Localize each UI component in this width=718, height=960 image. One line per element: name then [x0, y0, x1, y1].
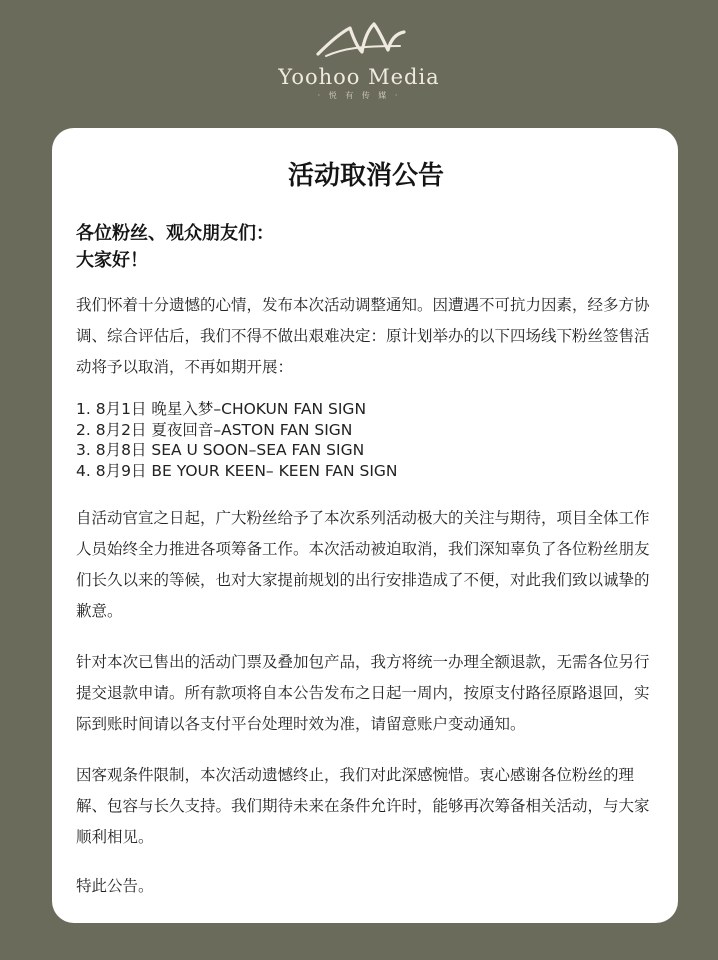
cancelled-events-list	[76, 399, 656, 481]
event-item-4: 4. 8月9日 BE YOUR KEEN– KEEN FAN SIGN	[76, 461, 398, 480]
paragraph-thanks: 因客观条件限制，本次活动遗憾终止，我们对此深感惋惜。衷心感谢各位粉丝的理解、包容与长久支持。我们期待未来在条件允许时，能够再次筹备相关活动，与大家顺利相见。	[76, 766, 650, 846]
event-item-2: 2. 8月2日 夏夜回音–ASTON FAN SIGN	[76, 420, 353, 439]
paragraph-refund: 针对本次已售出的活动门票及叠加包产品，我方将统一办理全额退款，无需各位另行提交退款申请。所有款项将自本公告发布之日起一周内，按原支付路径原路退回，实际到账时间请以各支付平台处理时效为准，请留意账户变动通知。	[76, 653, 650, 733]
notice-card	[52, 128, 678, 923]
paragraph-apology: 自活动官宣之日起，广大粉丝给予了本次系列活动极大的关注与期待，项目全体工作人员始终全力推进各项筹备工作。本次活动被迫取消，我们深知辜负了各位粉丝朋友们长久以来的等候，也对大家提前规划的出行安排造成了不便，对此我们致以诚挚的歉意。	[76, 509, 650, 620]
event-item-3: 3. 8月8日 SEA U SOON–SEA FAN SIGN	[76, 441, 365, 459]
mountain-wave-logo-icon	[304, 12, 414, 64]
paragraph-announcement: 我们怀着十分遗憾的心情，发布本次活动调整通知。因遭遇不可抗力因素，经多方协调、综合评估后，我们不得不做出艰难决定：原计划举办的以下四场线下粉丝签售活动将予以取消，不再如期开展：	[76, 296, 650, 376]
company-logo	[0, 12, 718, 101]
greeting-line-1: 各位粉丝、观众朋友们：	[76, 223, 274, 244]
greeting-line-2: 大家好！	[76, 250, 148, 271]
event-item-1: 1. 8月1日 晚星入梦–CHOKUN FAN SIGN	[76, 400, 367, 418]
greeting	[76, 220, 656, 274]
logo-wordmark: Yoohoo Media	[278, 65, 440, 89]
logo-subtitle: · 悦 有 传 媒 ·	[317, 91, 401, 100]
notice-title: 活动取消公告	[287, 161, 444, 191]
closing-statement: 特此公告。	[76, 877, 154, 895]
